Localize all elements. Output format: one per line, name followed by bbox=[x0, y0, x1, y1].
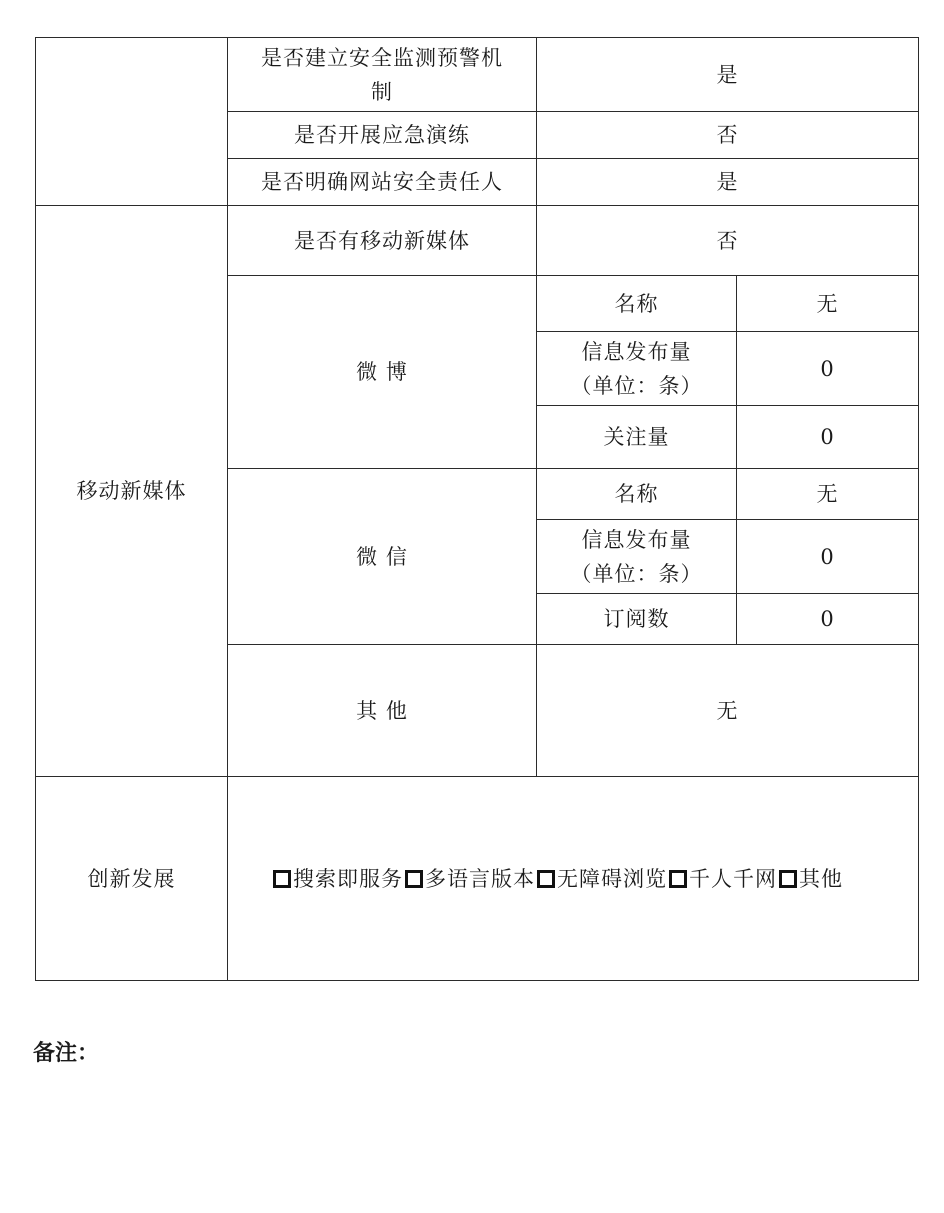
weibo-label: 微 博 bbox=[228, 276, 537, 469]
field-label: 关注量 bbox=[537, 406, 737, 469]
option-label: 无障碍浏览 bbox=[557, 866, 667, 891]
table-row bbox=[36, 777, 919, 981]
field-value: 0 bbox=[737, 332, 919, 406]
checkbox-icon[interactable] bbox=[273, 870, 291, 888]
option-search-as-service[interactable] bbox=[273, 867, 403, 891]
row-label: 是否开展应急演练 bbox=[228, 112, 537, 159]
checkbox-icon[interactable] bbox=[537, 870, 555, 888]
row-label: 是否明确网站安全责任人 bbox=[228, 159, 537, 206]
option-label: 千人千网 bbox=[689, 866, 777, 891]
option-label: 搜索即服务 bbox=[293, 866, 403, 891]
checkbox-icon[interactable] bbox=[669, 870, 687, 888]
innovation-options bbox=[228, 777, 919, 981]
field-label: 名称 bbox=[537, 469, 737, 520]
row-value: 是 bbox=[537, 38, 919, 112]
option-label: 多语言版本 bbox=[425, 866, 535, 891]
checkbox-icon[interactable] bbox=[405, 870, 423, 888]
row-label: 是否有移动新媒体 bbox=[228, 206, 537, 276]
row-value: 否 bbox=[537, 112, 919, 159]
checkbox-icon[interactable] bbox=[779, 870, 797, 888]
field-value: 无 bbox=[737, 276, 919, 332]
remark-label: 备注： bbox=[33, 1041, 100, 1066]
field-value: 0 bbox=[737, 520, 919, 594]
row-value: 否 bbox=[537, 206, 919, 276]
table-row bbox=[36, 38, 919, 112]
field-label: 信息发布量（单位：条） bbox=[537, 332, 737, 406]
other-label: 其 他 bbox=[228, 645, 537, 777]
section-label-innovation: 创新发展 bbox=[36, 777, 228, 981]
field-value: 0 bbox=[737, 594, 919, 645]
field-value: 0 bbox=[737, 406, 919, 469]
table-row bbox=[36, 206, 919, 276]
wechat-label: 微 信 bbox=[228, 469, 537, 645]
field-label: 信息发布量（单位：条） bbox=[537, 520, 737, 594]
row-value: 是 bbox=[537, 159, 919, 206]
option-other[interactable] bbox=[779, 867, 843, 891]
option-accessibility[interactable] bbox=[537, 867, 667, 891]
field-label: 名称 bbox=[537, 276, 737, 332]
section-label-mobile-media: 移动新媒体 bbox=[36, 206, 228, 777]
section-cell-empty bbox=[36, 38, 228, 206]
field-label: 订阅数 bbox=[537, 594, 737, 645]
row-label: 是否建立安全监测预警机制 bbox=[228, 38, 537, 112]
report-table bbox=[35, 37, 919, 981]
field-value: 无 bbox=[737, 469, 919, 520]
option-multilingual[interactable] bbox=[405, 867, 535, 891]
other-value: 无 bbox=[537, 645, 919, 777]
option-personalized[interactable] bbox=[669, 867, 777, 891]
option-label: 其他 bbox=[799, 866, 843, 891]
